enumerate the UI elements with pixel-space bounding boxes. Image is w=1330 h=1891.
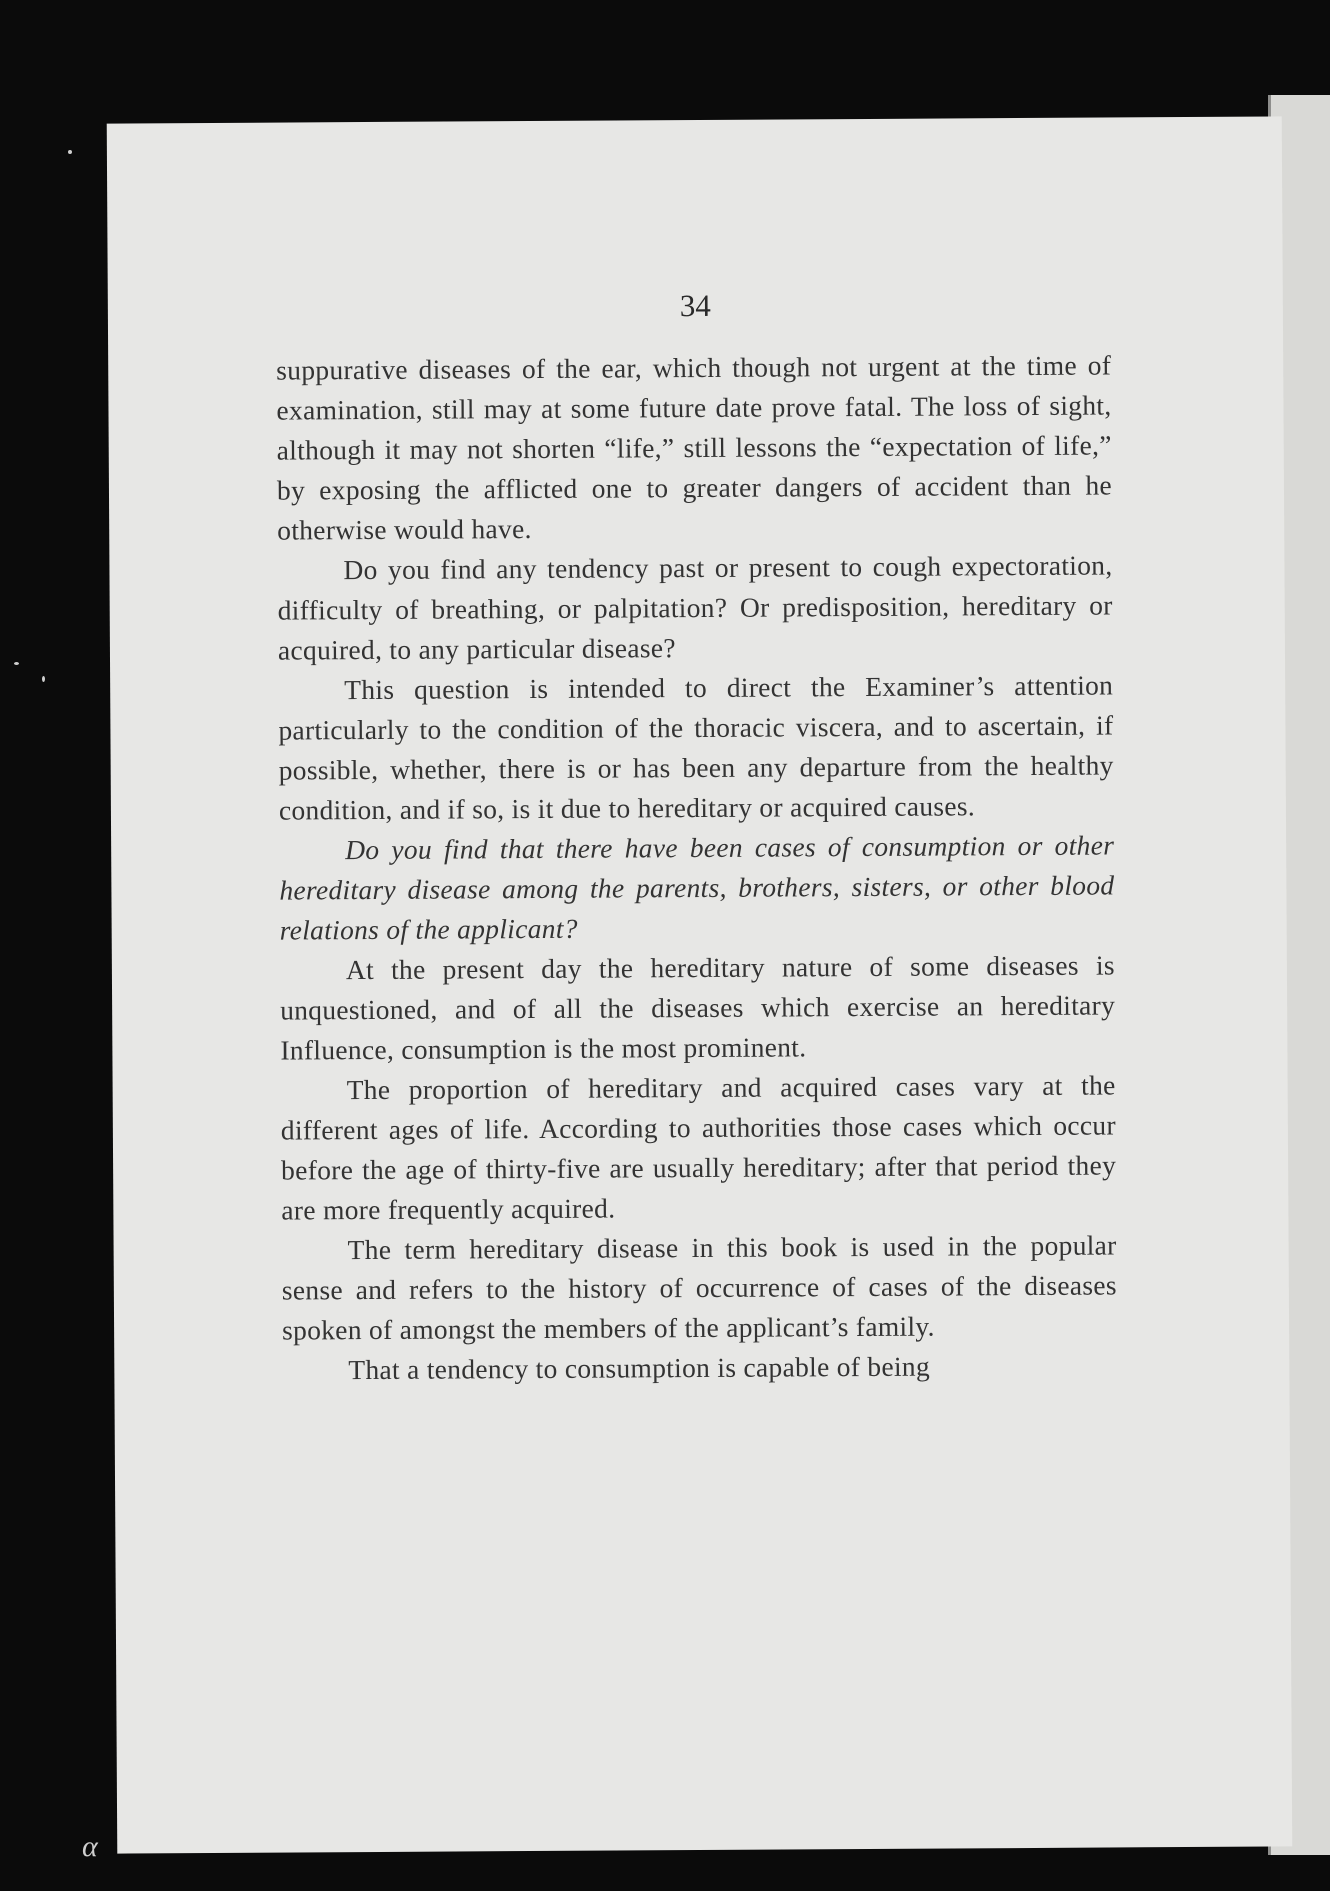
paragraph: That a tendency to consumption is capable of being [348, 1350, 931, 1386]
dust-speck [14, 662, 19, 665]
paragraph: At the present day the hereditary nature of some diseases is unquestioned, and of all the diseases which exercise an hereditary Influence, consumption is the most prominent. [280, 949, 1116, 1066]
book-page [107, 116, 1293, 1853]
page-number: 34 [679, 287, 711, 324]
paragraph: The proportion of hereditary and acquired cases vary at the different ages of life. According to authorities those cases which occur before the age of thirty-five are usually hereditary; after that period they are more frequently acquired. [280, 1069, 1117, 1226]
dust-speck [68, 150, 72, 154]
page-text [276, 345, 1117, 1390]
dust-speck [42, 676, 45, 682]
paragraph: This question is intended to direct the Examiner’s attention particularly to the condition of the thoracic viscera, and to ascertain, if possible, whether, there is or has been any departure from the healthy condition, and if so, is it due to hereditary or acquired causes. [278, 669, 1114, 826]
question-paragraph: Do you find that there have been cases of consumption or other hereditary disease among the parents, brothers, sisters, or other blood relations of the applicant? [279, 829, 1115, 946]
paragraph: Do you find any tendency past or present to cough expectoration, difficulty of breathing, or palpitation? Or predisposition, hereditary or acquired, to any particular disease? [277, 549, 1113, 666]
paragraph: suppurative diseases of the ear, which though not urgent at the time of examination, still may at some future date prove fatal. The loss of sight, although it may not shorten “life,” still lessons the “expectation of life,” by exposing the afflicted one to greater dangers of accident than he otherwise would have. [276, 349, 1113, 546]
paragraph: The term hereditary disease in this book is used in the popular sense and refers to the history of occurrence of cases of the diseases spoken of amongst the members of the applicant’s family. [281, 1229, 1117, 1346]
handwritten-corner-mark: α [82, 1830, 98, 1863]
